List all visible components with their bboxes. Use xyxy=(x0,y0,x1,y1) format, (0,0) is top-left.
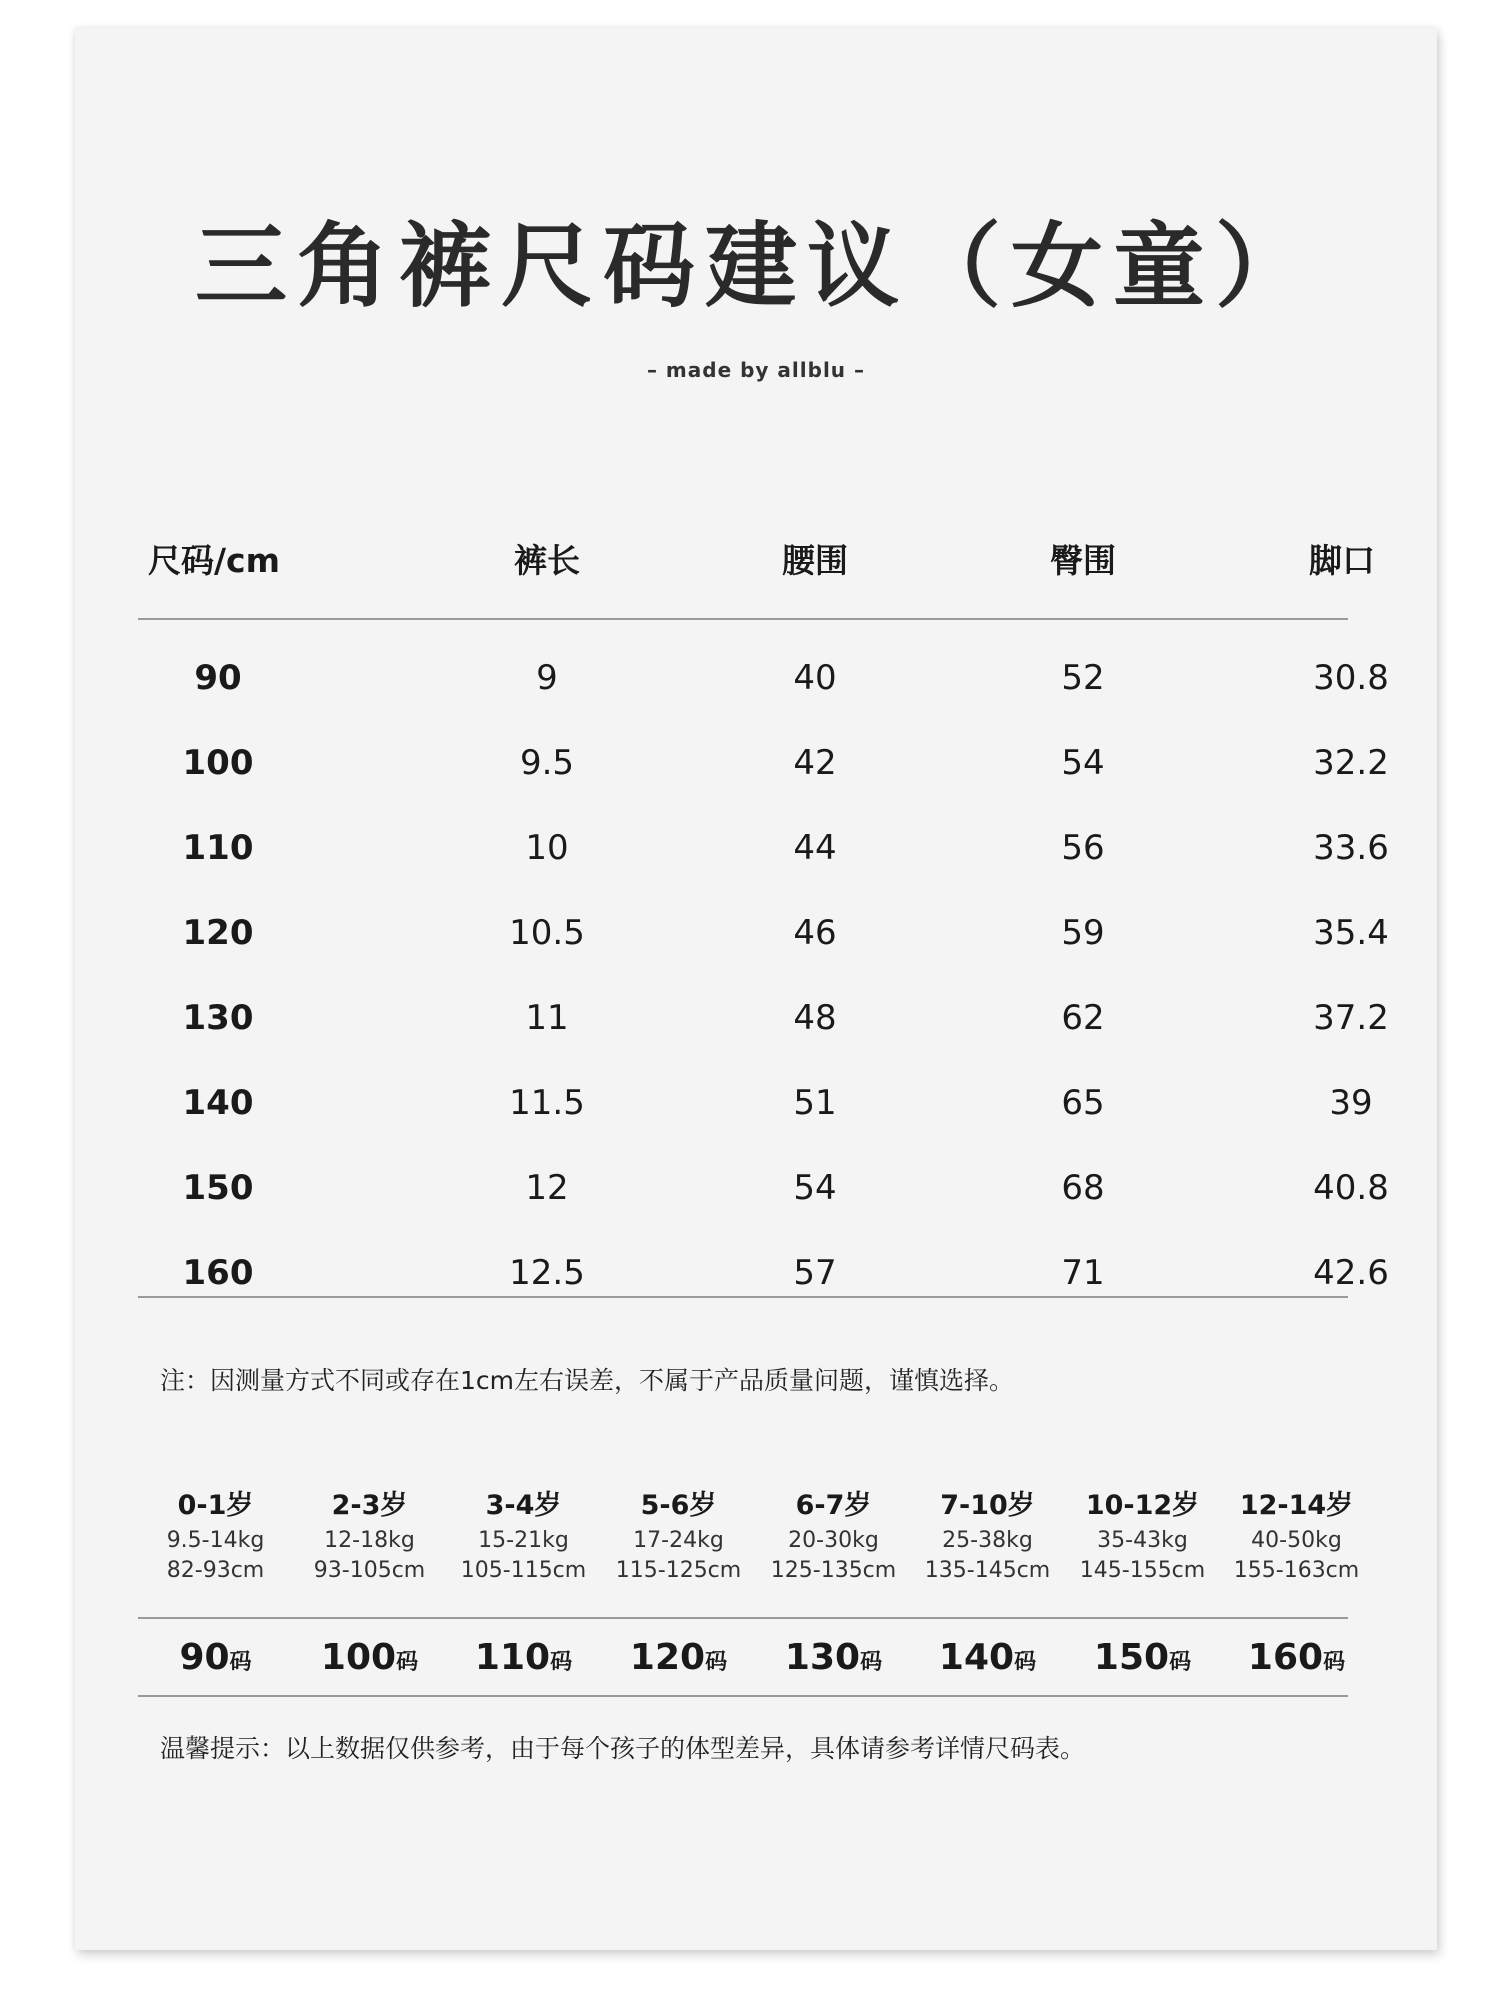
age-group xyxy=(601,1486,756,1586)
hip-value: 65 xyxy=(1061,1083,1105,1123)
size-value: 120 xyxy=(182,913,254,953)
hip-value: 59 xyxy=(1061,913,1105,953)
age-divider-bottom xyxy=(138,1695,1348,1697)
length-value: 10.5 xyxy=(509,913,585,953)
size-table-header xyxy=(138,528,1375,588)
age-group xyxy=(1219,1486,1374,1586)
table-row xyxy=(138,1146,1389,1231)
age-weight: 25-38kg xyxy=(942,1528,1033,1553)
size-value: 150 xyxy=(182,1168,254,1208)
hip-value: 52 xyxy=(1061,658,1105,698)
size-value: 90 xyxy=(194,658,242,698)
table-header-row xyxy=(138,528,1375,588)
table-row xyxy=(138,976,1389,1061)
table-row xyxy=(138,1231,1389,1316)
length-value: 12.5 xyxy=(509,1253,585,1293)
age-label: 3-4岁 xyxy=(485,1490,562,1521)
table-row xyxy=(138,1061,1373,1146)
header-hip: 臀围 xyxy=(1050,540,1116,580)
leg-opening-value: 40.8 xyxy=(1313,1168,1389,1208)
size-number: 150 xyxy=(1093,1637,1170,1678)
age-height: 93-105cm xyxy=(313,1558,426,1583)
age-group xyxy=(292,1486,447,1586)
age-height: 105-115cm xyxy=(460,1558,587,1583)
table-row xyxy=(138,891,1389,976)
size-unit: 码 xyxy=(1014,1650,1037,1675)
size-number: 90 xyxy=(179,1637,230,1678)
age-label: 10-12岁 xyxy=(1085,1490,1200,1521)
header-leg-opening: 脚口 xyxy=(1309,540,1375,580)
age-height: 115-125cm xyxy=(615,1558,742,1583)
waist-value: 57 xyxy=(793,1253,837,1293)
age-height: 145-155cm xyxy=(1079,1558,1206,1583)
age-height: 82-93cm xyxy=(166,1558,265,1583)
size-number: 100 xyxy=(320,1637,397,1678)
recommended-size xyxy=(601,1628,756,1694)
size-value: 140 xyxy=(182,1083,254,1123)
size-guide-card xyxy=(75,28,1437,1950)
size-unit: 码 xyxy=(1323,1650,1346,1675)
table-row xyxy=(138,806,1389,891)
length-value: 9 xyxy=(536,658,558,698)
recommended-size xyxy=(446,1628,601,1694)
age-label: 0-1岁 xyxy=(177,1490,254,1521)
header-size: 尺码/cm xyxy=(148,540,280,580)
recommended-size xyxy=(756,1628,911,1694)
recommended-size xyxy=(1219,1628,1374,1694)
hip-value: 71 xyxy=(1061,1253,1105,1293)
reference-tip: 温馨提示：以上数据仅供参考，由于每个孩子的体型差异，具体请参考详情尺码表。 xyxy=(160,1734,1086,1763)
size-unit: 码 xyxy=(229,1650,252,1675)
table-row xyxy=(138,636,1389,721)
size-value: 130 xyxy=(182,998,254,1038)
subtitle: – made by allblu – xyxy=(646,358,866,382)
table-top-divider xyxy=(138,618,1348,620)
age-group xyxy=(756,1486,911,1586)
size-value: 100 xyxy=(182,743,254,783)
age-divider-top xyxy=(138,1617,1348,1619)
leg-opening-value: 42.6 xyxy=(1313,1253,1389,1293)
size-number: 140 xyxy=(938,1637,1015,1678)
header-length: 裤长 xyxy=(514,540,580,580)
measurement-note: 注：因测量方式不同或存在1cm左右误差，不属于产品质量问题，谨慎选择。 xyxy=(160,1366,1015,1395)
leg-opening-value: 37.2 xyxy=(1313,998,1389,1038)
age-group xyxy=(446,1486,601,1586)
waist-value: 51 xyxy=(793,1083,837,1123)
age-group xyxy=(1065,1486,1220,1586)
size-number: 130 xyxy=(784,1637,861,1678)
waist-value: 42 xyxy=(793,743,837,783)
size-number: 160 xyxy=(1247,1637,1324,1678)
length-value: 11.5 xyxy=(509,1083,585,1123)
size-number: 120 xyxy=(629,1637,706,1678)
leg-opening-value: 32.2 xyxy=(1313,743,1389,783)
age-height: 155-163cm xyxy=(1233,1558,1360,1583)
length-value: 12 xyxy=(525,1168,569,1208)
age-weight: 15-21kg xyxy=(478,1528,569,1553)
size-value: 160 xyxy=(182,1253,254,1293)
hip-value: 62 xyxy=(1061,998,1105,1038)
length-value: 10 xyxy=(525,828,569,868)
age-height: 125-135cm xyxy=(770,1558,897,1583)
recommended-size xyxy=(292,1628,447,1694)
recommended-size xyxy=(910,1628,1065,1694)
age-weight: 40-50kg xyxy=(1251,1528,1342,1553)
age-weight: 17-24kg xyxy=(633,1528,724,1553)
age-label: 5-6岁 xyxy=(640,1490,717,1521)
age-group xyxy=(138,1486,293,1586)
hip-value: 68 xyxy=(1061,1168,1105,1208)
age-label: 7-10岁 xyxy=(940,1490,1035,1521)
waist-value: 46 xyxy=(793,913,837,953)
waist-value: 44 xyxy=(793,828,837,868)
size-unit: 码 xyxy=(860,1650,883,1675)
leg-opening-value: 39 xyxy=(1329,1083,1373,1123)
age-label: 2-3岁 xyxy=(331,1490,408,1521)
waist-value: 48 xyxy=(793,998,837,1038)
age-group xyxy=(910,1486,1065,1586)
leg-opening-value: 35.4 xyxy=(1313,913,1389,953)
length-value: 11 xyxy=(525,998,569,1038)
header-waist: 腰围 xyxy=(782,540,848,580)
age-weight: 12-18kg xyxy=(324,1528,415,1553)
table-row xyxy=(138,721,1389,806)
size-unit: 码 xyxy=(550,1650,573,1675)
size-unit: 码 xyxy=(396,1650,419,1675)
length-value: 9.5 xyxy=(519,743,575,783)
age-weight: 9.5-14kg xyxy=(166,1528,265,1553)
age-weight: 20-30kg xyxy=(788,1528,879,1553)
size-unit: 码 xyxy=(1169,1650,1192,1675)
leg-opening-value: 33.6 xyxy=(1313,828,1389,868)
hip-value: 56 xyxy=(1061,828,1105,868)
age-label: 6-7岁 xyxy=(795,1490,872,1521)
age-height: 135-145cm xyxy=(924,1558,1051,1583)
size-unit: 码 xyxy=(705,1650,728,1675)
size-table-body xyxy=(138,636,1389,1316)
leg-opening-value: 30.8 xyxy=(1313,658,1389,698)
page-title: 三角裤尺码建议（女童） xyxy=(194,213,1317,320)
recommended-size xyxy=(1065,1628,1220,1694)
age-weight: 35-43kg xyxy=(1097,1528,1188,1553)
waist-value: 40 xyxy=(793,658,837,698)
waist-value: 54 xyxy=(793,1168,837,1208)
recommended-size xyxy=(138,1628,293,1694)
age-label: 12-14岁 xyxy=(1239,1490,1354,1521)
table-bottom-divider xyxy=(138,1296,1348,1298)
hip-value: 54 xyxy=(1061,743,1105,783)
size-value: 110 xyxy=(182,828,254,868)
size-number: 110 xyxy=(474,1637,551,1678)
